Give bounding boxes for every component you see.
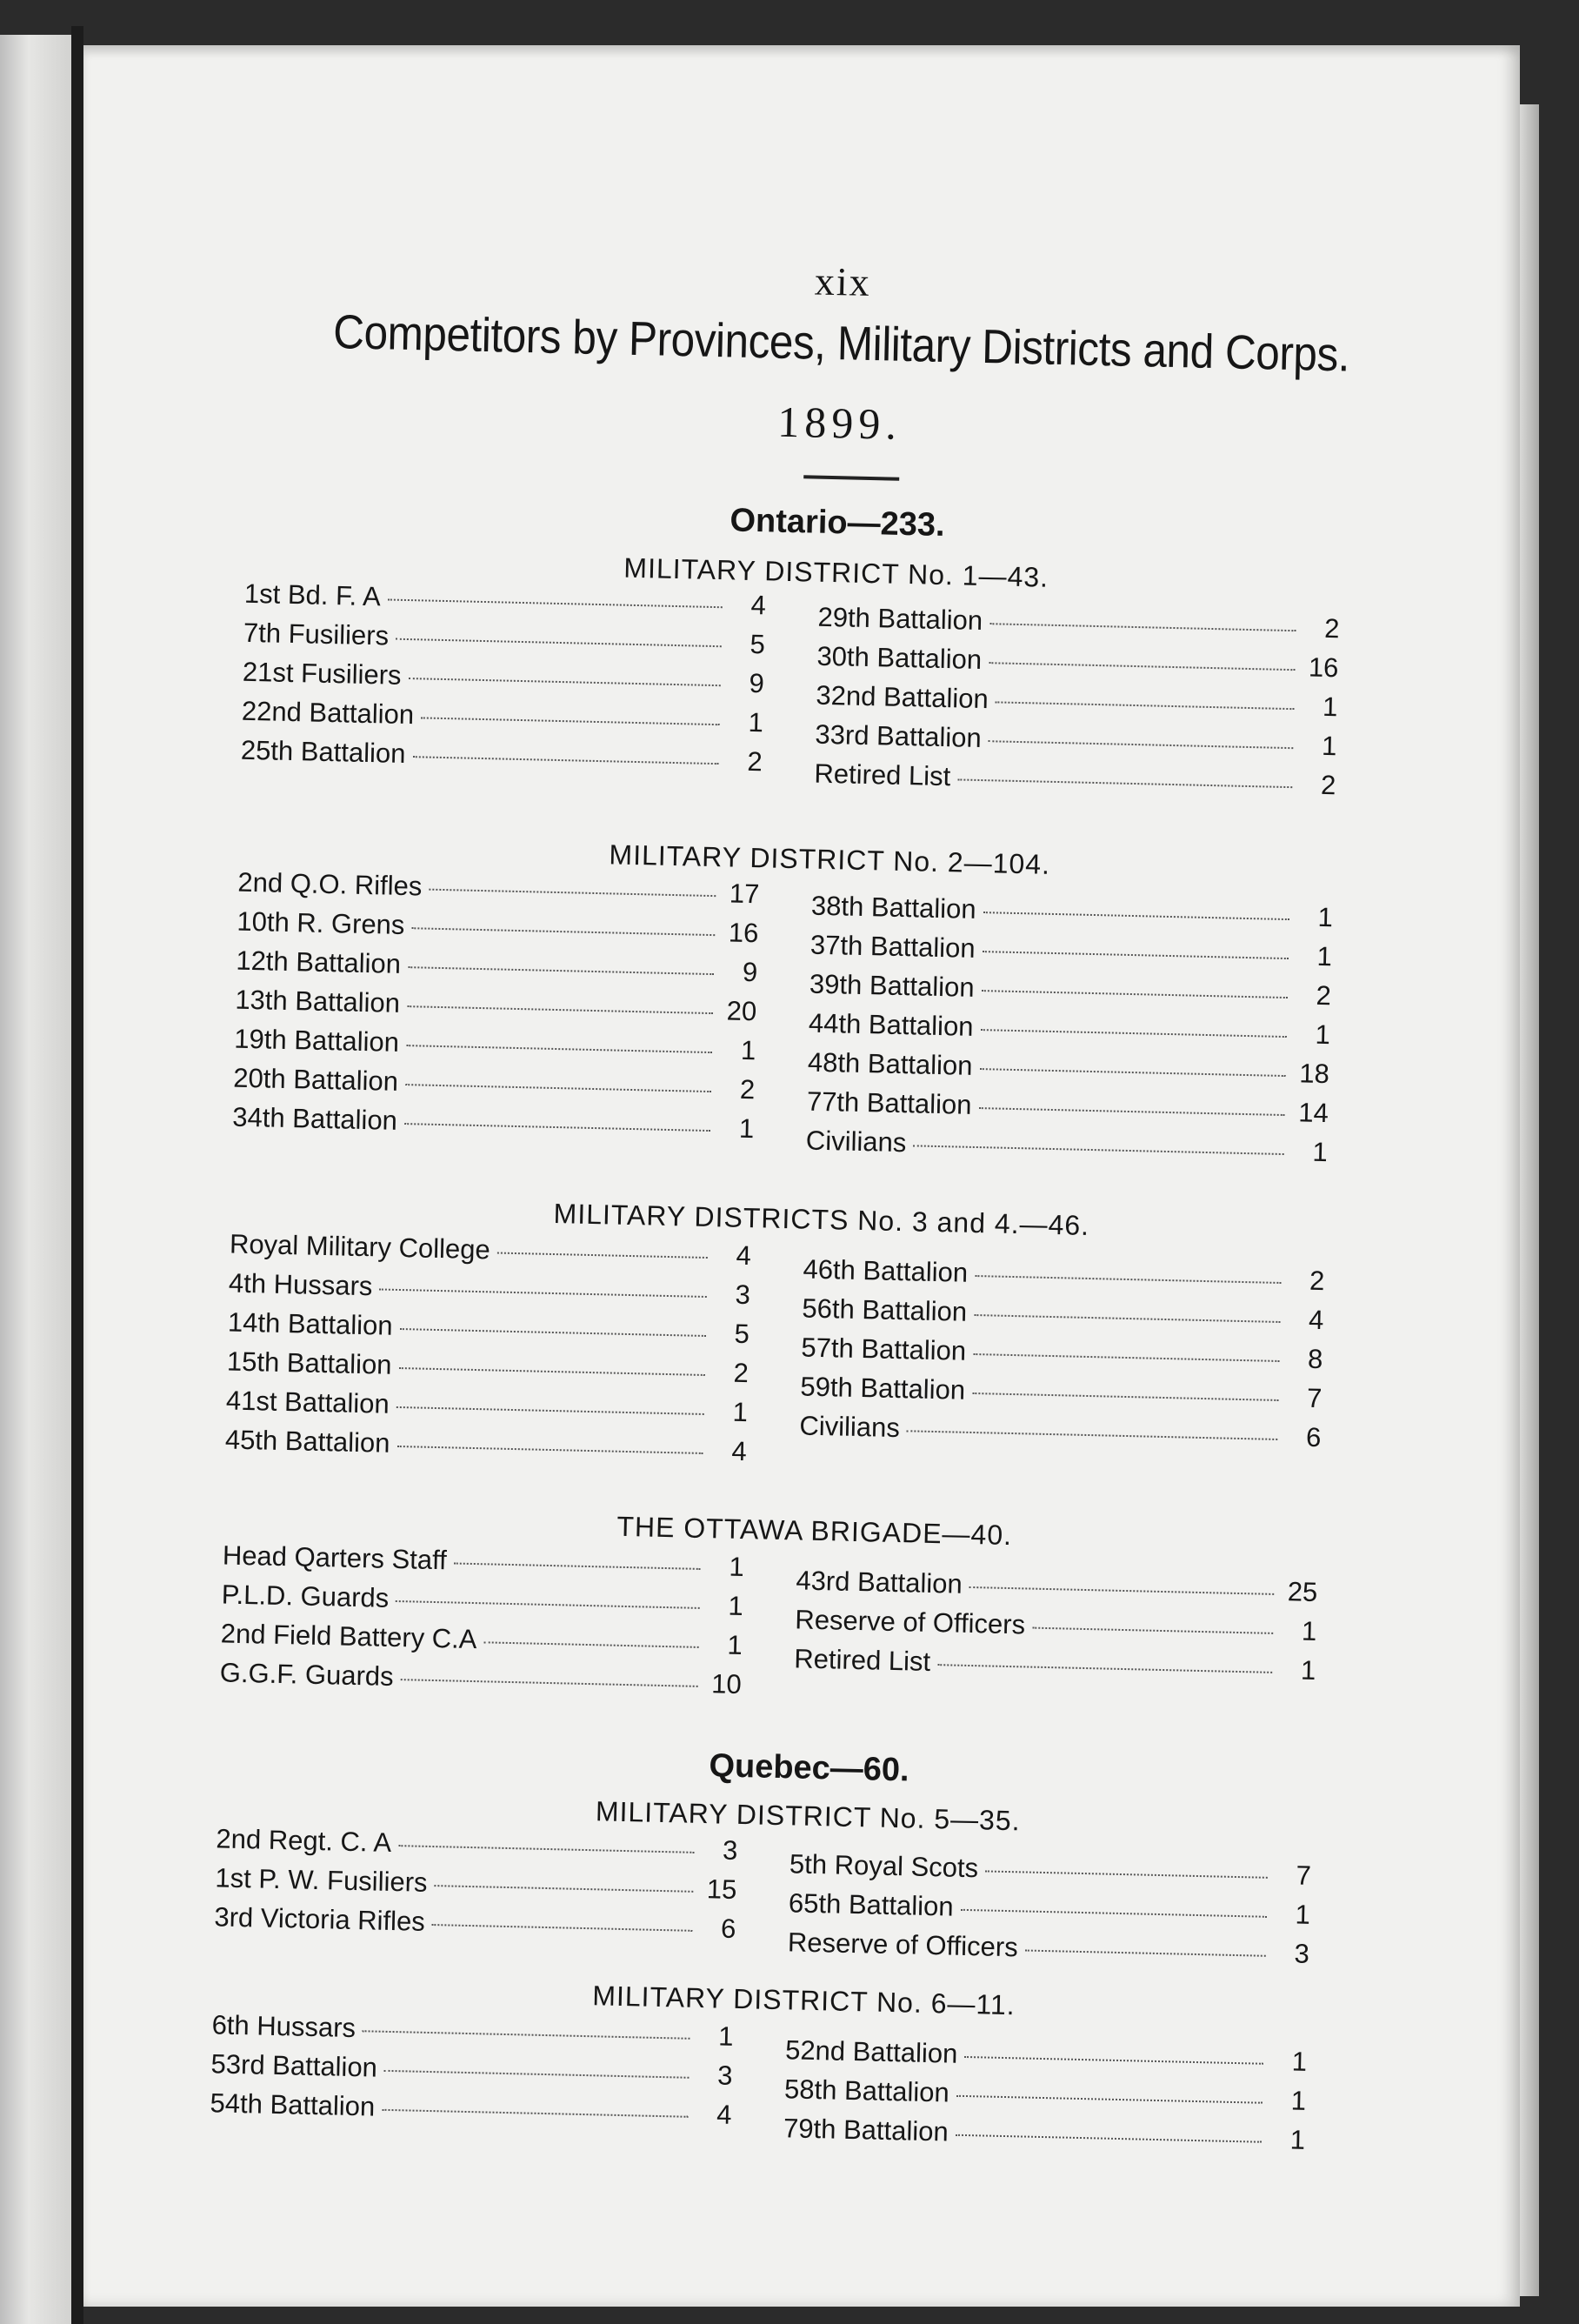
leader-dots xyxy=(421,717,720,725)
unit-name: 20th Battalion xyxy=(232,1062,399,1097)
unit-name: 2nd Q.O. Rifles xyxy=(237,866,423,902)
leader-dots xyxy=(996,701,1295,710)
unit-count: 5 xyxy=(750,628,766,660)
unit-count: 1 xyxy=(748,706,764,738)
unit-count: 9 xyxy=(749,667,765,699)
page-title: Competitors by Provinces, Military Districts and Corps. xyxy=(332,304,1350,382)
unit-name: 29th Battalion xyxy=(817,601,983,637)
unit-name: 30th Battalion xyxy=(816,640,983,675)
leader-dots xyxy=(960,1909,1266,1918)
unit-name: 2nd Regt. C. A xyxy=(216,1823,392,1858)
unit-count: 1 xyxy=(1317,901,1334,933)
leader-dots xyxy=(1032,1627,1273,1634)
unit-count: 4 xyxy=(736,1239,752,1272)
unit-name: 5th Royal Scots xyxy=(789,1848,979,1884)
unit-name: Reserve of Officers xyxy=(795,1604,1026,1640)
unit-count: 16 xyxy=(728,917,759,949)
leader-dots xyxy=(396,1446,703,1454)
unit-count: 1 xyxy=(738,1112,755,1145)
leader-dots xyxy=(957,778,1292,788)
unit-count: 1 xyxy=(732,1396,749,1428)
leader-dots xyxy=(401,1679,698,1687)
unit-name: 21st Fusiliers xyxy=(242,656,402,691)
unit-count: 17 xyxy=(729,878,760,910)
unit-name: 77th Battalion xyxy=(806,1085,972,1120)
unit-count: 1 xyxy=(727,1629,743,1661)
unit-count: 3 xyxy=(722,1834,738,1866)
leader-dots xyxy=(1025,1950,1266,1957)
book-gutter xyxy=(71,26,83,2324)
unit-count: 25 xyxy=(1287,1576,1318,1608)
leader-dots xyxy=(412,756,718,765)
leader-dots xyxy=(483,1641,698,1648)
unit-name: 45th Battalion xyxy=(224,1424,390,1459)
unit-name: 37th Battalion xyxy=(809,929,976,964)
unit-count: 2 xyxy=(1320,769,1336,801)
leader-dots xyxy=(434,1885,693,1893)
leader-dots xyxy=(978,1107,1284,1116)
leader-dots xyxy=(429,889,716,897)
unit-count: 20 xyxy=(726,995,757,1027)
unit-count: 14 xyxy=(1297,1097,1329,1129)
unit-name: 39th Battalion xyxy=(809,968,975,1003)
leader-dots xyxy=(379,1288,707,1298)
document-page xyxy=(83,45,1520,2307)
unit-name: 10th R. Grens xyxy=(237,905,405,941)
unit-count: 4 xyxy=(1308,1304,1324,1336)
district-left-column xyxy=(210,2009,734,2139)
leader-dots xyxy=(964,2056,1263,2065)
leader-dots xyxy=(983,912,1289,920)
unit-name: 57th Battalion xyxy=(801,1332,967,1366)
unit-name: 7th Fusiliers xyxy=(243,617,390,651)
unit-count: 2 xyxy=(739,1073,756,1105)
district-left-column xyxy=(214,1823,738,1953)
unit-count: 1 xyxy=(1321,730,1337,762)
unit-count: 1 xyxy=(1315,1018,1331,1051)
page-stack-edge xyxy=(1520,104,1539,2296)
district-heading: MILITARY DISTRICT No. 5—35. xyxy=(595,1795,1022,1837)
district-right-column xyxy=(787,1848,1311,1978)
unit-name: 19th Battalion xyxy=(234,1023,400,1058)
unit-name: 38th Battalion xyxy=(810,890,976,925)
leader-dots xyxy=(398,1845,694,1853)
unit-count: 2 xyxy=(1316,979,1332,1012)
unit-name: P.L.D. Guards xyxy=(221,1579,390,1613)
unit-count: 2 xyxy=(1309,1265,1325,1297)
leader-dots xyxy=(398,1367,704,1376)
leader-dots xyxy=(396,638,722,648)
leader-dots xyxy=(956,2134,1262,2143)
unit-count: 1 xyxy=(1322,691,1338,723)
unit-name: 46th Battalion xyxy=(803,1253,969,1288)
district-left-column xyxy=(232,867,760,1153)
unit-name: 59th Battalion xyxy=(800,1371,966,1406)
district-heading: MILITARY DISTRICT No. 2—104. xyxy=(609,838,1051,880)
leader-dots xyxy=(989,740,1294,749)
unit-count: 1 xyxy=(1300,1654,1316,1686)
unit-count: 10 xyxy=(710,1668,743,1700)
leader-dots xyxy=(399,1328,705,1337)
unit-count: 6 xyxy=(720,1913,736,1944)
leader-dots xyxy=(989,662,1295,671)
leader-dots xyxy=(497,1252,708,1259)
unit-count: 1 xyxy=(1301,1615,1317,1647)
leader-dots xyxy=(956,2095,1263,2104)
unit-name: Head Qarters Staff xyxy=(222,1539,448,1576)
district-right-column xyxy=(805,891,1333,1177)
unit-count: 8 xyxy=(1307,1343,1323,1375)
unit-name: 6th Hussars xyxy=(211,2009,356,2044)
leader-dots xyxy=(985,1870,1268,1878)
unit-count: 3 xyxy=(735,1279,751,1311)
district-heading: MILITARY DISTRICTS No. 3 and 4.—46. xyxy=(553,1197,1090,1241)
leader-dots xyxy=(388,598,723,608)
leader-dots xyxy=(406,1045,712,1053)
unit-name: Retired List xyxy=(814,758,951,792)
unit-name: 1st Bd. F. A xyxy=(243,578,382,612)
unit-count: 2 xyxy=(733,1357,750,1389)
leader-dots xyxy=(972,1392,1278,1401)
leader-dots xyxy=(973,1353,1279,1362)
unit-count: 7 xyxy=(1296,1860,1312,1891)
unit-count: 5 xyxy=(734,1318,750,1350)
unit-name: 48th Battalion xyxy=(807,1046,973,1081)
leader-dots xyxy=(974,1314,1280,1323)
unit-count: 3 xyxy=(716,2060,733,2091)
unit-name: 43rd Battalion xyxy=(796,1565,963,1599)
leader-dots xyxy=(937,1664,1272,1673)
leader-dots xyxy=(396,1600,700,1609)
unit-count: 1 xyxy=(728,1590,744,1622)
unit-name: 15th Battalion xyxy=(226,1346,392,1380)
unit-count: 18 xyxy=(1298,1058,1330,1090)
leader-dots xyxy=(407,1005,713,1014)
unit-name: 14th Battalion xyxy=(227,1306,393,1341)
unit-name: 2nd Field Battery C.A xyxy=(220,1618,477,1655)
unit-count: 1 xyxy=(1291,2046,1308,2077)
leader-dots xyxy=(382,2109,688,2118)
unit-name: 22nd Battalion xyxy=(241,695,415,731)
province-heading-ontario: Ontario—233. xyxy=(730,502,946,544)
unit-name: 1st P. W. Fusiliers xyxy=(215,1862,428,1898)
unit-name: 58th Battalion xyxy=(783,2074,950,2108)
leader-dots xyxy=(408,678,720,686)
leader-dots xyxy=(408,966,714,975)
district-right-column xyxy=(799,1254,1325,1462)
unit-name: 79th Battalion xyxy=(783,2113,949,2147)
unit-count: 4 xyxy=(731,1435,748,1467)
unit-count: 6 xyxy=(1305,1421,1322,1453)
facing-page-edge xyxy=(0,35,71,2324)
district-right-column xyxy=(783,2034,1308,2164)
unit-name: 52nd Battalion xyxy=(784,2034,958,2069)
unit-count: 1 xyxy=(729,1551,745,1583)
title-rule xyxy=(803,475,899,480)
unit-name: 41st Battalion xyxy=(225,1385,390,1419)
unit-count: 4 xyxy=(750,589,767,621)
district-heading: MILITARY DISTRICT No. 1—43. xyxy=(623,551,1049,593)
district-left-column xyxy=(219,1539,744,1708)
unit-name: 54th Battalion xyxy=(210,2087,376,2122)
unit-count: 2 xyxy=(1323,612,1340,644)
unit-count: 16 xyxy=(1308,651,1339,684)
leader-dots xyxy=(975,1275,1281,1284)
unit-count: 1 xyxy=(1316,940,1333,972)
unit-count: 2 xyxy=(747,745,763,778)
leader-dots xyxy=(981,990,1287,998)
unit-name: 44th Battalion xyxy=(808,1007,974,1042)
leader-dots xyxy=(411,927,715,936)
district-left-column xyxy=(240,578,766,786)
unit-count: 1 xyxy=(1312,1136,1329,1168)
unit-name: 65th Battalion xyxy=(788,1887,954,1922)
unit-name: 13th Battalion xyxy=(235,984,401,1018)
unit-name: G.G.F. Guards xyxy=(219,1657,395,1692)
district-heading: MILITARY DISTRICT No. 6—11. xyxy=(591,1980,1016,2021)
district-right-column xyxy=(794,1565,1318,1694)
unit-name: 32nd Battalion xyxy=(816,679,989,715)
leader-dots xyxy=(989,623,1296,631)
leader-dots xyxy=(363,2030,690,2040)
page-number: xix xyxy=(814,258,872,304)
leader-dots xyxy=(969,1586,1275,1595)
unit-name: 34th Battalion xyxy=(231,1101,398,1136)
leader-dots xyxy=(396,1406,704,1415)
page-year: 1899. xyxy=(776,397,903,449)
leader-dots xyxy=(907,1430,1278,1440)
leader-dots xyxy=(913,1145,1284,1155)
unit-name: 25th Battalion xyxy=(240,734,406,769)
leader-dots xyxy=(432,1924,693,1932)
unit-count: 1 xyxy=(1290,2085,1307,2116)
unit-count: 1 xyxy=(1289,2124,1306,2155)
unit-name: 12th Battalion xyxy=(236,945,402,979)
province-heading-quebec: Quebec—60. xyxy=(708,1747,910,1789)
unit-name: Reserve of Officers xyxy=(787,1927,1019,1963)
unit-count: 1 xyxy=(1295,1899,1311,1930)
leader-dots xyxy=(982,951,1288,959)
district-heading: THE OTTAWA BRIGADE—40. xyxy=(616,1510,1013,1552)
unit-name: 4th Hussars xyxy=(228,1267,373,1302)
district-right-column xyxy=(814,602,1340,810)
unit-name: 3rd Victoria Rifles xyxy=(214,1901,426,1937)
leader-dots xyxy=(979,1068,1285,1077)
unit-name: 53rd Battalion xyxy=(210,2048,378,2083)
unit-name: Royal Military College xyxy=(229,1228,491,1266)
unit-count: 1 xyxy=(717,2020,734,2052)
unit-count: 4 xyxy=(716,2099,732,2130)
unit-count: 3 xyxy=(1294,1938,1310,1969)
leader-dots xyxy=(405,1084,711,1092)
unit-name: Civilians xyxy=(799,1410,901,1444)
district-left-column xyxy=(224,1229,751,1476)
unit-count: 1 xyxy=(740,1034,756,1066)
unit-name: 56th Battalion xyxy=(802,1292,968,1327)
unit-name: 33rd Battalion xyxy=(815,718,983,754)
leader-dots xyxy=(454,1562,701,1569)
unit-count: 9 xyxy=(742,956,758,988)
unit-count: 15 xyxy=(706,1873,737,1905)
leader-dots xyxy=(980,1029,1286,1038)
leader-dots xyxy=(404,1123,710,1132)
unit-name: Retired List xyxy=(794,1643,931,1677)
leader-dots xyxy=(384,2070,690,2079)
unit-count: 7 xyxy=(1306,1382,1322,1414)
unit-name: Civilians xyxy=(805,1125,907,1159)
